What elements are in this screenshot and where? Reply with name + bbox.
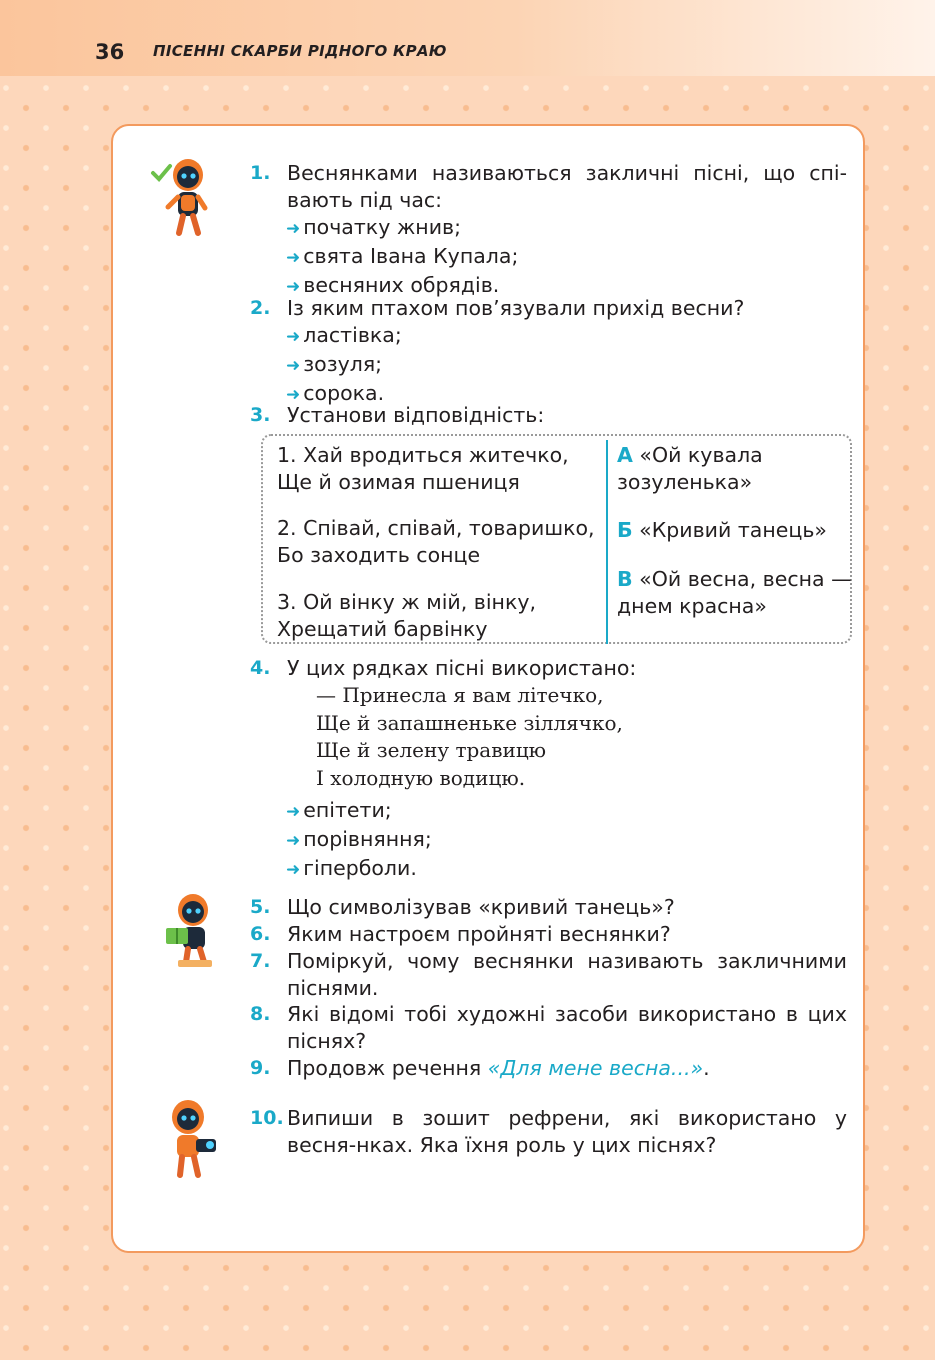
matching-right-b: Б «Кривий танець»	[617, 518, 827, 542]
matching-right-v: В «Ой весна, весна — днем красна»	[617, 567, 852, 618]
question-number: 8.	[250, 1003, 271, 1025]
option: ➜ зозуля;	[286, 352, 383, 376]
question-3	[250, 402, 847, 429]
arrow-right-icon: ➜	[286, 219, 301, 239]
table-divider	[606, 440, 608, 644]
answer-letter: Б	[617, 518, 633, 542]
question-text: Яким настроєм пройняті веснянки?	[287, 922, 671, 946]
answer-letter: В	[617, 567, 633, 591]
question-number: 7.	[250, 950, 271, 972]
matching-left-3: 3. Ой вінку ж мій, вінку, Хрещатий барвінку	[277, 590, 536, 641]
question-1	[250, 160, 847, 214]
question-text: Веснянками називаються закличні пісні, що спі-вають під час:	[287, 161, 847, 212]
matching-right-a: А «Ой кувала зозуленька»	[617, 443, 763, 494]
question-text: У цих рядках пісні використано:	[287, 656, 637, 680]
question-1-options	[286, 214, 518, 301]
robot-reading-icon	[158, 888, 224, 972]
arrow-right-icon: ➜	[286, 277, 301, 297]
question-2	[250, 295, 847, 322]
option: ➜ початку жнив;	[286, 215, 462, 239]
arrow-right-icon: ➜	[286, 860, 301, 880]
option: ➜ епітети;	[286, 798, 392, 822]
question-text: Продовж речення «Для мене весна...».	[287, 1056, 710, 1080]
matching-table	[261, 434, 852, 644]
question-7	[250, 948, 847, 1002]
arrow-right-icon: ➜	[286, 385, 301, 405]
question-text: Поміркуй, чому веснянки називають закличними піснями.	[287, 949, 847, 1000]
question-4	[250, 655, 847, 682]
question-number: 1.	[250, 162, 271, 184]
question-text: Які відомі тобі художні засоби використано в цих піснях?	[287, 1002, 847, 1053]
option: ➜ ластівка;	[286, 323, 402, 347]
question-number: 10.	[250, 1107, 284, 1129]
song-excerpt: — Принесла я вам літечко, Ще й запашненьке зіллячко, Ще й зелену травицю І холодную водицю.	[316, 683, 623, 790]
question-number: 6.	[250, 923, 271, 945]
question-text: Із яким птахом пов’язували прихід весни?	[287, 296, 745, 320]
question-8	[250, 1001, 847, 1055]
question-2-options	[286, 322, 402, 409]
question-text: Установи відповідність:	[287, 403, 545, 427]
section-title: ПІСЕННІ СКАРБИ РІДНОГО КРАЮ	[153, 42, 447, 60]
robot-camera-icon	[158, 1095, 224, 1179]
question-text: Випиши в зошит рефрени, які використано у весня-нках. Яка їхня роль у цих піснях?	[287, 1106, 847, 1157]
page-header	[0, 0, 935, 76]
arrow-right-icon: ➜	[286, 327, 301, 347]
option: ➜ сорока.	[286, 381, 385, 405]
question-number: 2.	[250, 297, 271, 319]
sentence-prompt: «Для мене весна...»	[487, 1056, 704, 1080]
question-6	[250, 921, 847, 948]
question-number: 5.	[250, 896, 271, 918]
arrow-right-icon: ➜	[286, 356, 301, 376]
option: ➜ гіперболи.	[286, 856, 417, 880]
option: ➜ весняних обрядів.	[286, 273, 500, 297]
matching-left-2: 2. Співай, співай, товаришко, Бо заходить сонце	[277, 516, 595, 567]
question-4-options	[286, 797, 432, 884]
arrow-right-icon: ➜	[286, 248, 301, 268]
question-number: 9.	[250, 1057, 271, 1079]
question-10	[250, 1105, 847, 1159]
answer-letter: А	[617, 443, 633, 467]
question-number: 4.	[250, 657, 271, 679]
page-number: 36	[95, 40, 125, 64]
robot-check-icon	[150, 155, 216, 239]
option: ➜ порівняння;	[286, 827, 432, 851]
question-number: 3.	[250, 404, 271, 426]
arrow-right-icon: ➜	[286, 802, 301, 822]
arrow-right-icon: ➜	[286, 831, 301, 851]
matching-left-1: 1. Хай вродиться житечко, Ще й озимая пшениця	[277, 443, 569, 494]
question-9	[250, 1055, 847, 1082]
question-text: Що символізував «кривий танець»?	[287, 895, 675, 919]
question-5	[250, 894, 847, 921]
option: ➜ свята Івана Купала;	[286, 244, 519, 268]
